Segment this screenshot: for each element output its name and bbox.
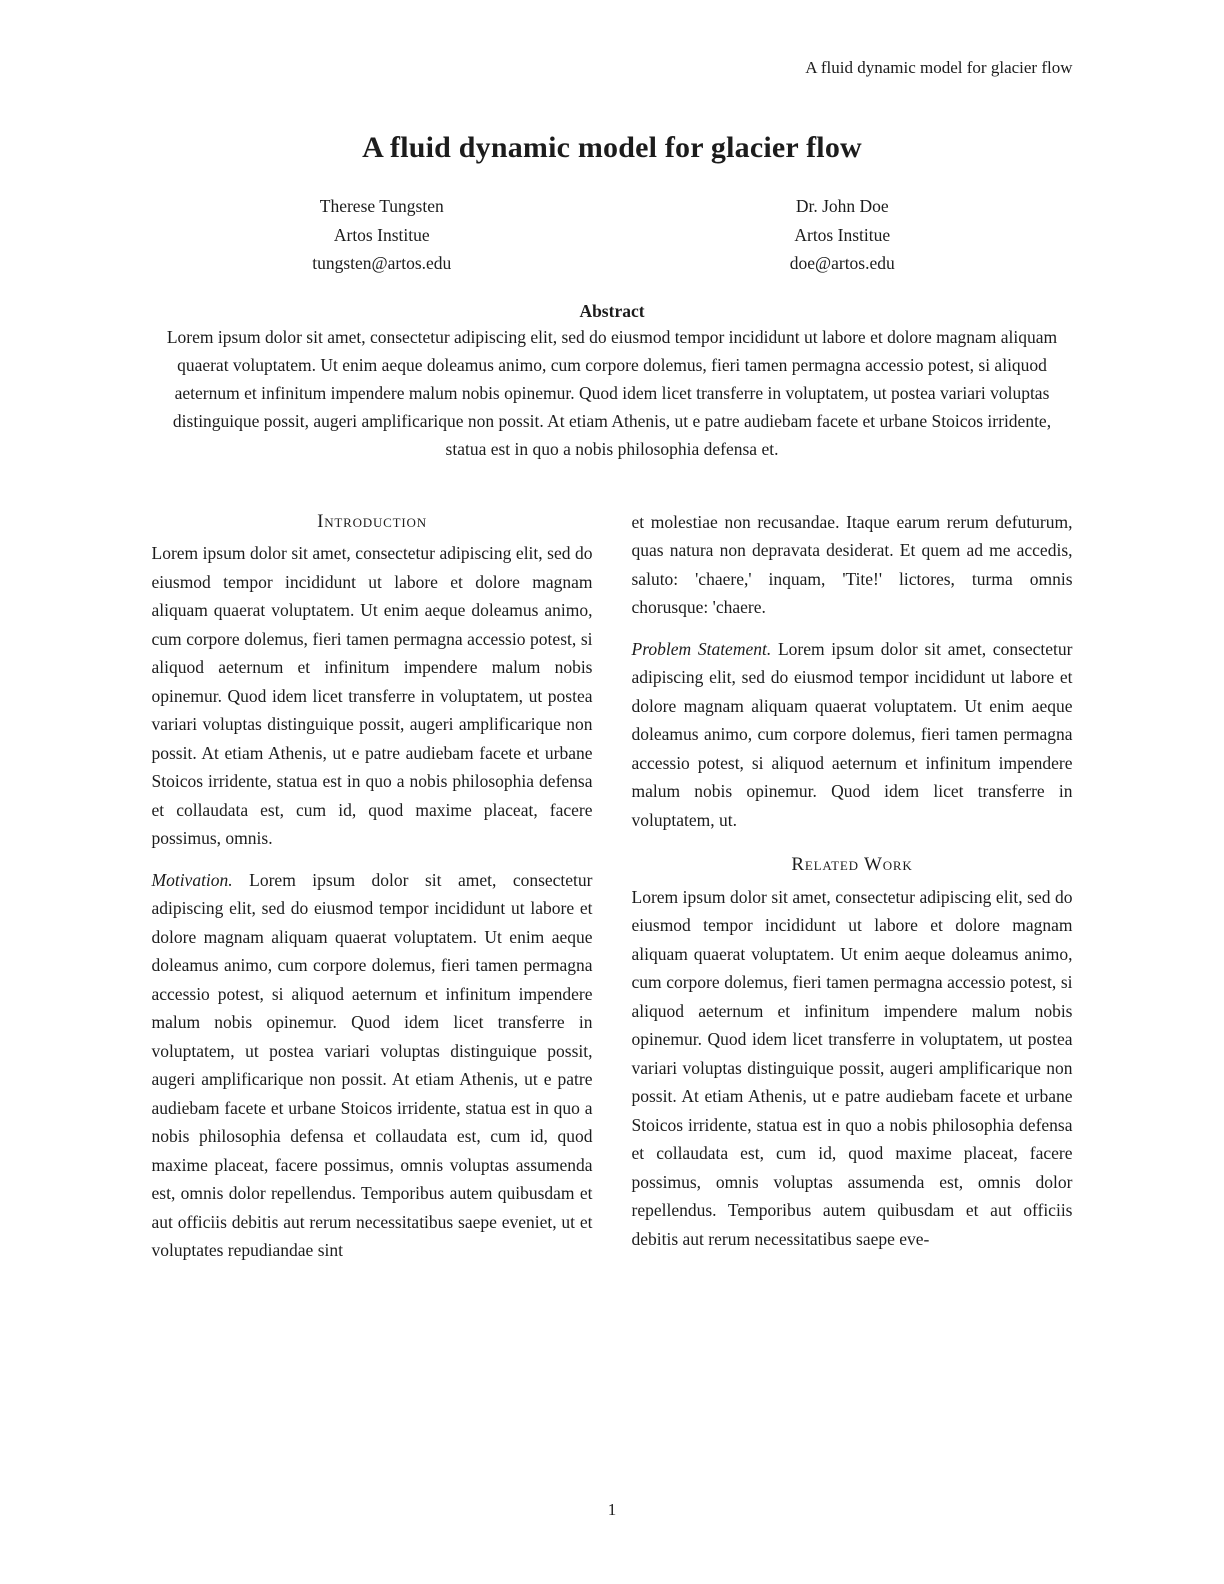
section-heading-related-work: Related Work <box>791 854 913 876</box>
running-header: A fluid dynamic model for glacier flow <box>805 58 1073 77</box>
left-column <box>152 508 593 1278</box>
author-email: tungsten@artos.edu <box>312 253 452 274</box>
author-name: Therese Tungsten <box>319 196 444 217</box>
author-affiliation: Artos Institue <box>794 224 891 245</box>
motivation-paragraph <box>152 866 593 1265</box>
abstract-text: Lorem ipsum dolor sit amet, consectetur adipiscing elit, sed do eiusmod tempor incididunt ut labore et dolore magnam aliquam quaerat voluptatem. Ut enim aeque doleamus animo, cum corpore dolemus, fieri tamen permagna accessio potest, si aliquod aeternum et infinitum impendere malum nobis opinemur. Quod idem licet transferre in voluptatem, ut postea variari voluptas distinguique possit, augeri amplificarique non possit. At etiam Athenis, ut e patre audiebam facete et urbane Stoicos irridente, statua est in quo a nobis philosophia defensa et. <box>166 326 1058 459</box>
page-number: 1 <box>607 1500 617 1519</box>
problem-statement-paragraph <box>632 635 1073 835</box>
author-affiliation: Artos Institue <box>333 224 430 245</box>
motivation-lead: Motivation. <box>151 869 233 890</box>
paper-title: A fluid dynamic model for glacier flow <box>362 131 862 165</box>
author-block-left <box>152 192 613 278</box>
introduction-paragraph: Lorem ipsum dolor sit amet, consectetur adipiscing elit, sed do eiusmod tempor incididunt ut labore et dolore magnam aliquam quaerat voluptatem. Ut enim aeque doleamus animo, cum corpore dolemus, fieri tamen permagna accessio potest, si aliquod aeternum et infinitum impendere malum nobis opinemur. Quod idem licet transferre in voluptatem, ut postea variari voluptas distinguique possit, augeri amplificarique non possit. At etiam Athenis, ut e patre audiebam facete et urbane Stoicos irridente, statua est in quo a nobis philosophia defensa et collaudata est, cum id, quod maxime placeat, facere possimus, omnis. <box>151 543 593 849</box>
problem-statement-lead: Problem Statement. <box>631 638 772 659</box>
author-block-row <box>152 192 1073 278</box>
related-work-paragraph: Lorem ipsum dolor sit amet, consectetur adipiscing elit, sed do eiusmod tempor incididunt ut labore et dolore magnam aliquam quaerat voluptatem. Ut enim aeque doleamus animo, cum corpore dolemus, fieri tamen permagna accessio potest, si aliquod aeternum et infinitum impendere malum nobis opinemur. Quod idem licet transferre in voluptatem, ut postea variari voluptas distinguique possit, augeri amplificarique non possit. At etiam Athenis, ut e patre audiebam facete et urbane Stoicos irridente, statua est in quo a nobis philosophia defensa et collaudata est, cum id, quod maxime placeat, facere possimus, omnis voluptas assumenda est, omnis dolor repellendus. Temporibus autem quibusdam et aut officiis debitis aut rerum necessitatibus saepe eve- <box>631 886 1073 1249</box>
motivation-text-col2: et molestiae non recusandae. Itaque earum rerum defuturum, quas natura non depravata desiderat. Et quem ad me accedis, saluto: 'chaere,' inquam, 'Tite!' lictores, turma omnis chorusque: 'chaere. <box>631 511 1073 618</box>
author-email: doe@artos.edu <box>789 253 895 274</box>
right-column <box>632 508 1073 1278</box>
problem-statement-text: Lorem ipsum dolor sit amet, consectetur adipiscing elit, sed do eiusmod tempor incididunt ut labore et dolore magnam aliquam quaerat voluptatem. Ut enim aeque doleamus animo, cum corpore dolemus, fieri tamen permagna accessio potest, si aliquod aeternum et infinitum impendere malum nobis opinemur. Quod idem licet transferre in voluptatem, ut. <box>631 638 1073 830</box>
motivation-text-col1: Lorem ipsum dolor sit amet, consectetur adipiscing elit, sed do eiusmod tempor incididunt ut labore et dolore magnam aliquam quaerat voluptatem. Ut enim aeque doleamus animo, cum corpore dolemus, fieri tamen permagna accessio potest, si aliquod aeternum et infinitum impendere malum nobis opinemur. Quod idem licet transferre in voluptatem, ut postea variari voluptas distinguique possit, augeri amplificarique non possit. At etiam Athenis, ut e patre audiebam facete et urbane Stoicos irridente, statua est in quo a nobis philosophia defensa et collaudata est, cum id, quod maxime placeat, facere possimus, omnis voluptas assumenda est, omnis dolor repellendus. Temporibus autem quibusdam et aut officiis debitis aut rerum necessitatibus saepe eveniet, ut et voluptates repudiandae sint <box>151 869 593 1261</box>
body-columns <box>152 508 1073 1278</box>
author-name: Dr. John Doe <box>795 196 889 217</box>
section-heading-introduction: Introduction <box>317 510 427 532</box>
page-content <box>152 0 1073 1278</box>
abstract-heading: Abstract <box>579 300 645 321</box>
author-block-right <box>612 192 1073 278</box>
